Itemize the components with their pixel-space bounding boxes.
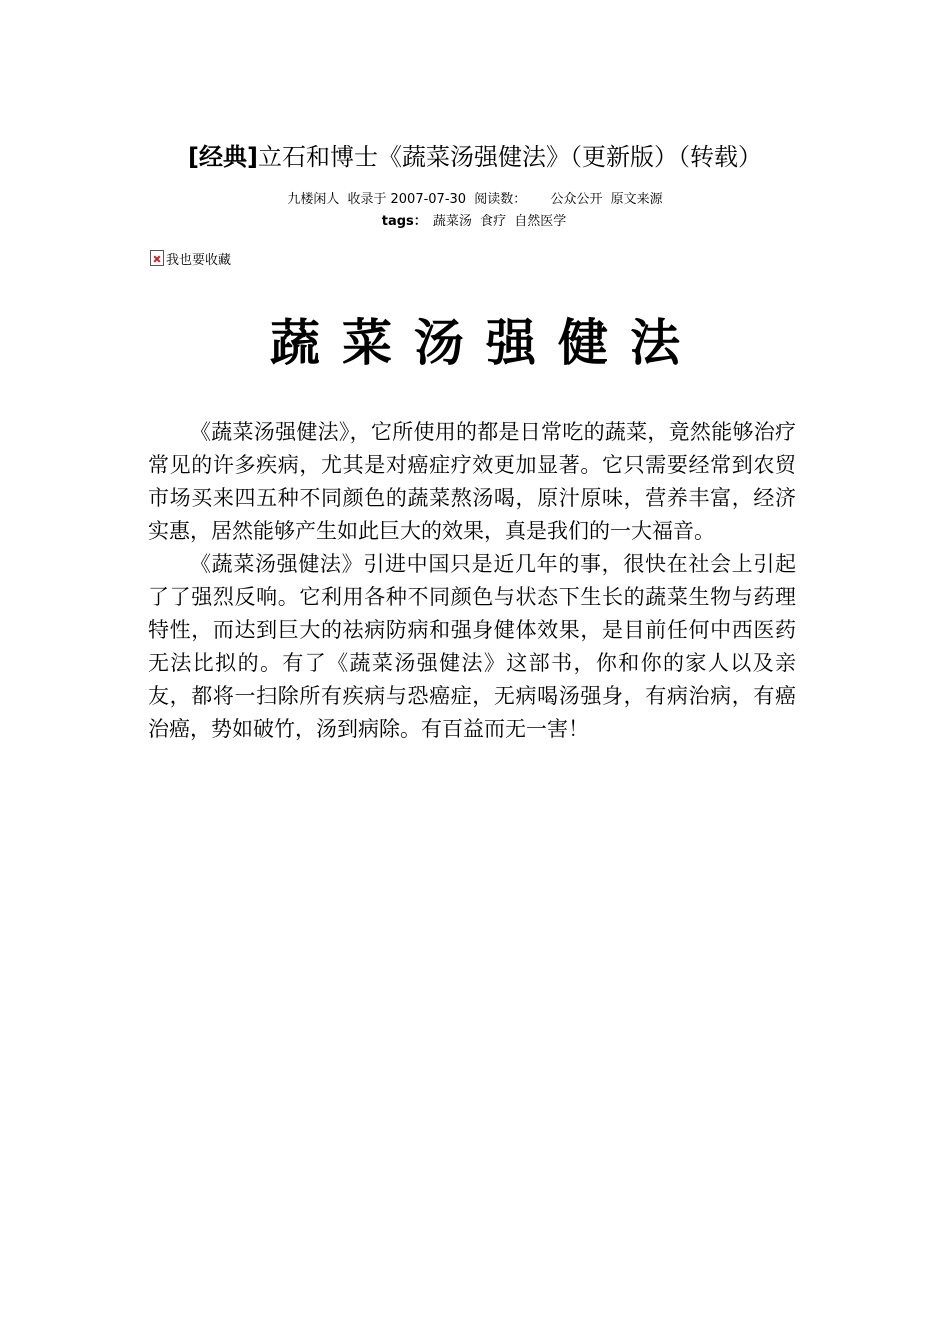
collected-date: 2007-07-30	[390, 192, 467, 207]
collected-label: 收录于	[347, 192, 387, 207]
tag-link[interactable]: 自然医学	[514, 214, 567, 229]
reads-label: 阅读数：	[474, 192, 527, 207]
article-paragraph: 《蔬菜汤强健法》引进中国只是近几年的事，很快在社会上引起了了强烈反响。它利用各种不同颜色与状态下生长的蔬菜生物与药理特性，而达到巨大的祛病防病和强身健体效果，是目前任何中西医药无法比拟的。有了《蔬菜汤强健法》这部书，你和你的家人以及亲友，都将一扫除所有疾病与恐癌症，无病喝汤强身，有病治病，有癌治癌，势如破竹，汤到病除。有百益而无一害！	[148, 552, 796, 741]
article-paragraph: 《蔬菜汤强健法》，它所使用的都是日常吃的蔬菜，竟然能够治疗常见的许多疾病，尤其是对癌症疗效更加显著。它只需要经常到农贸市场买来四五种不同颜色的蔬菜熬汤喝，原汁原味，营养丰富，经济实惠，居然能够产生如此巨大的效果，真是我们的一大福音。	[148, 420, 796, 543]
title-category: [经典]	[188, 143, 258, 171]
title-text: 立石和博士《蔬菜汤强健法》（更新版）（转载）	[257, 143, 762, 171]
article-heading: 蔬菜汤强健法	[270, 313, 702, 372]
broken-image-icon	[150, 250, 164, 266]
page-title	[100, 140, 850, 174]
source-link[interactable]: 原文来源	[610, 192, 663, 207]
author-link[interactable]: 九楼闲人	[287, 192, 340, 207]
tag-link[interactable]: 食疗	[480, 214, 507, 229]
collect-button[interactable]	[150, 248, 231, 268]
tags-label: tags：	[381, 214, 427, 229]
collect-label: 我也要收藏	[166, 252, 232, 268]
visibility-status: 公众公开	[550, 192, 603, 207]
tags-row	[100, 212, 850, 232]
article-meta	[100, 190, 850, 210]
tag-link[interactable]: 蔬菜汤	[432, 214, 472, 229]
article-body	[148, 416, 796, 746]
